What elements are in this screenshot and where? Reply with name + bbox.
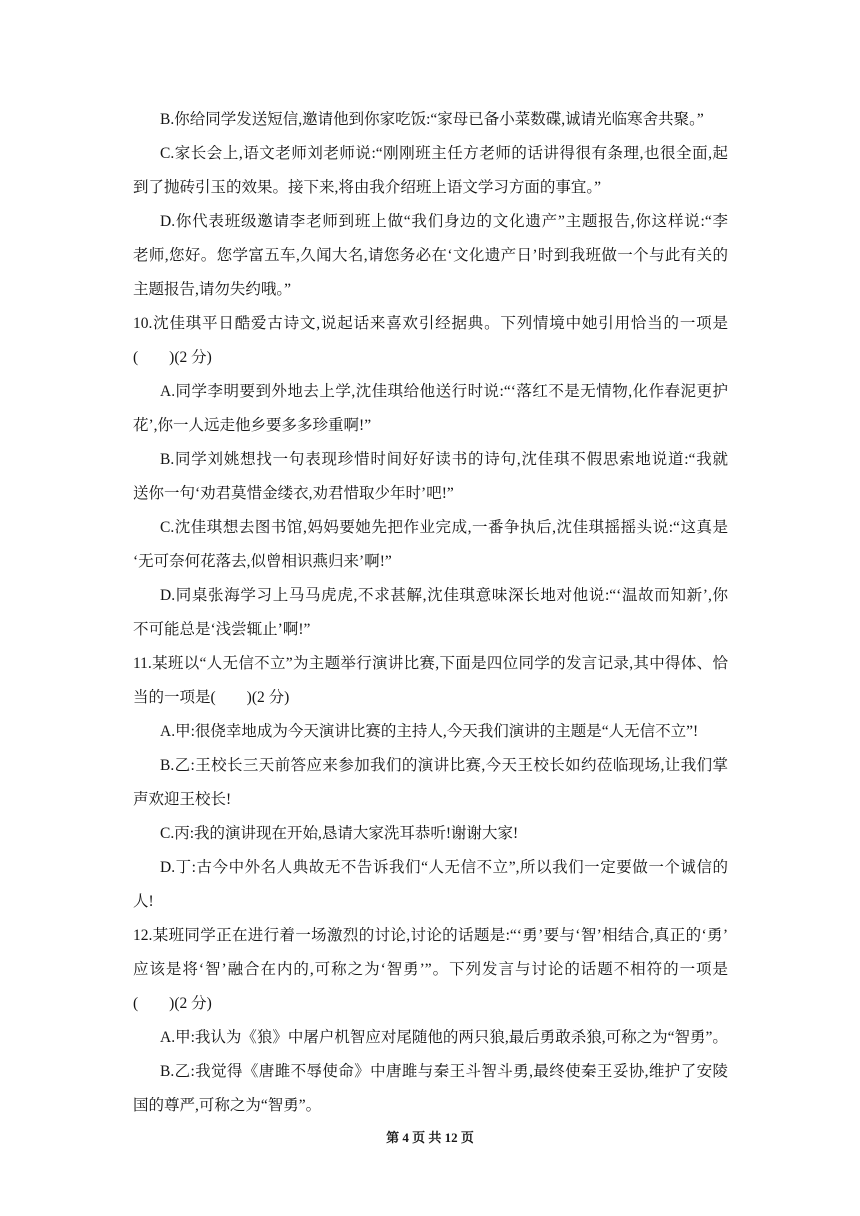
option-line: B.乙:我觉得《唐雎不辱使命》中唐雎与秦王斗智斗勇,最终使秦王妥协,维护了安陵 (160, 1063, 728, 1080)
option-line: C.家长会上,语文老师刘老师说:“刚刚班主任方老师的话讲得很有条理,也很全面,起 (160, 145, 728, 162)
question-stem-line: ( )(2 分) (133, 349, 212, 366)
q11-option-a (133, 715, 728, 749)
q11-stem (133, 647, 728, 715)
q10-option-b (133, 443, 728, 511)
q12-option-a (133, 1021, 728, 1055)
option-line: A.甲:很侥幸地成为今天演讲比赛的主持人,今天我们演讲的主题是“人无信不立”! (160, 723, 699, 740)
q12-option-b (133, 1055, 728, 1123)
question-stem-line: 10.沈佳琪平日酷爱古诗文,说起话来喜欢引经据典。下列情境中她引用恰当的一项是 (133, 315, 728, 332)
option-line: B.你给同学发送短信,邀请他到你家吃饭:“家母已备小菜数碟,诚请光临寒舍共聚。” (160, 111, 704, 128)
q10-option-a (133, 375, 728, 443)
option-line: 花’,你一人远走他乡要多多珍重啊!” (133, 417, 372, 434)
question-stem-line: ( )(2 分) (133, 995, 212, 1012)
q10-option-c (133, 511, 728, 579)
page-content (133, 103, 728, 1123)
option-line: D.丁:古今中外名人典故无不告诉我们“人无信不立”,所以我们一定要做一个诚信的 (160, 859, 728, 876)
option-line: 国的尊严,可称之为“智勇”。 (133, 1097, 322, 1114)
option-line: A.甲:我认为《狼》中屠户机智应对尾随他的两只狼,最后勇敢杀狼,可称之为“智勇”。 (160, 1029, 728, 1046)
option-line: D.你代表班级邀请李老师到班上做“我们身边的文化遗产”主题报告,你这样说:“李 (160, 213, 728, 230)
option-line: B.同学刘姚想找一句表现珍惜时间好好读书的诗句,沈佳琪不假思索地说道:“我就 (160, 451, 728, 468)
q10-option-d (133, 579, 728, 647)
q10-stem (133, 307, 728, 375)
option-line: A.同学李明要到外地去上学,沈佳琪给他送行时说:“‘落红不是无情物,化作春泥更护 (160, 383, 728, 400)
option-line: C.丙:我的演讲现在开始,恳请大家洗耳恭听!谢谢大家! (160, 825, 519, 842)
question-stem-line: 当的一项是( )(2 分) (133, 689, 290, 706)
q9-option-c (133, 137, 728, 205)
q9-option-b (133, 103, 728, 137)
option-line: D.同桌张海学习上马马虎虎,不求甚解,沈佳琪意味深长地对他说:“‘温故而知新’,你 (160, 587, 728, 604)
option-line: 不可能总是‘浅尝辄止’啊!” (133, 621, 311, 638)
option-line: 到了抛砖引玉的效果。接下来,将由我介绍班上语文学习方面的事宜。” (133, 179, 602, 196)
page-number-footer: 第 4 页 共 12 页 (386, 1130, 474, 1145)
q12-stem (133, 919, 728, 1021)
q11-option-d (133, 851, 728, 919)
option-line: ‘无可奈何花落去,似曾相识燕归来’啊!” (133, 553, 392, 570)
question-stem-line: 12.某班同学正在进行着一场激烈的讨论,讨论的话题是:“‘勇’要与‘智’相结合,真正的‘勇’ (133, 927, 728, 944)
option-line: 声欢迎王校长! (133, 791, 232, 808)
question-stem-line: 11.某班以“人无信不立”为主题举行演讲比赛,下面是四位同学的发言记录,其中得体、恰 (133, 655, 728, 672)
option-line: 人! (133, 893, 154, 910)
option-line: C.沈佳琪想去图书馆,妈妈要她先把作业完成,一番争执后,沈佳琪摇摇头说:“这真是 (160, 519, 728, 536)
option-line: 送你一句‘劝君莫惜金缕衣,劝君惜取少年时’吧!” (133, 485, 454, 502)
q11-option-b (133, 749, 728, 817)
q11-option-c (133, 817, 728, 851)
option-line: 老师,您好。您学富五车,久闻大名,请您务必在‘文化遗产日’时到我班做一个与此有关的 (133, 247, 728, 264)
question-stem-line: 应该是将‘智’融合在内的,可称之为‘智勇’”。下列发言与讨论的话题不相符的一项是 (133, 961, 728, 978)
option-line: B.乙:王校长三天前答应来参加我们的演讲比赛,今天王校长如约莅临现场,让我们掌 (160, 757, 728, 774)
q9-option-d (133, 205, 728, 307)
option-line: 主题报告,请勿失约哦。” (133, 281, 292, 298)
